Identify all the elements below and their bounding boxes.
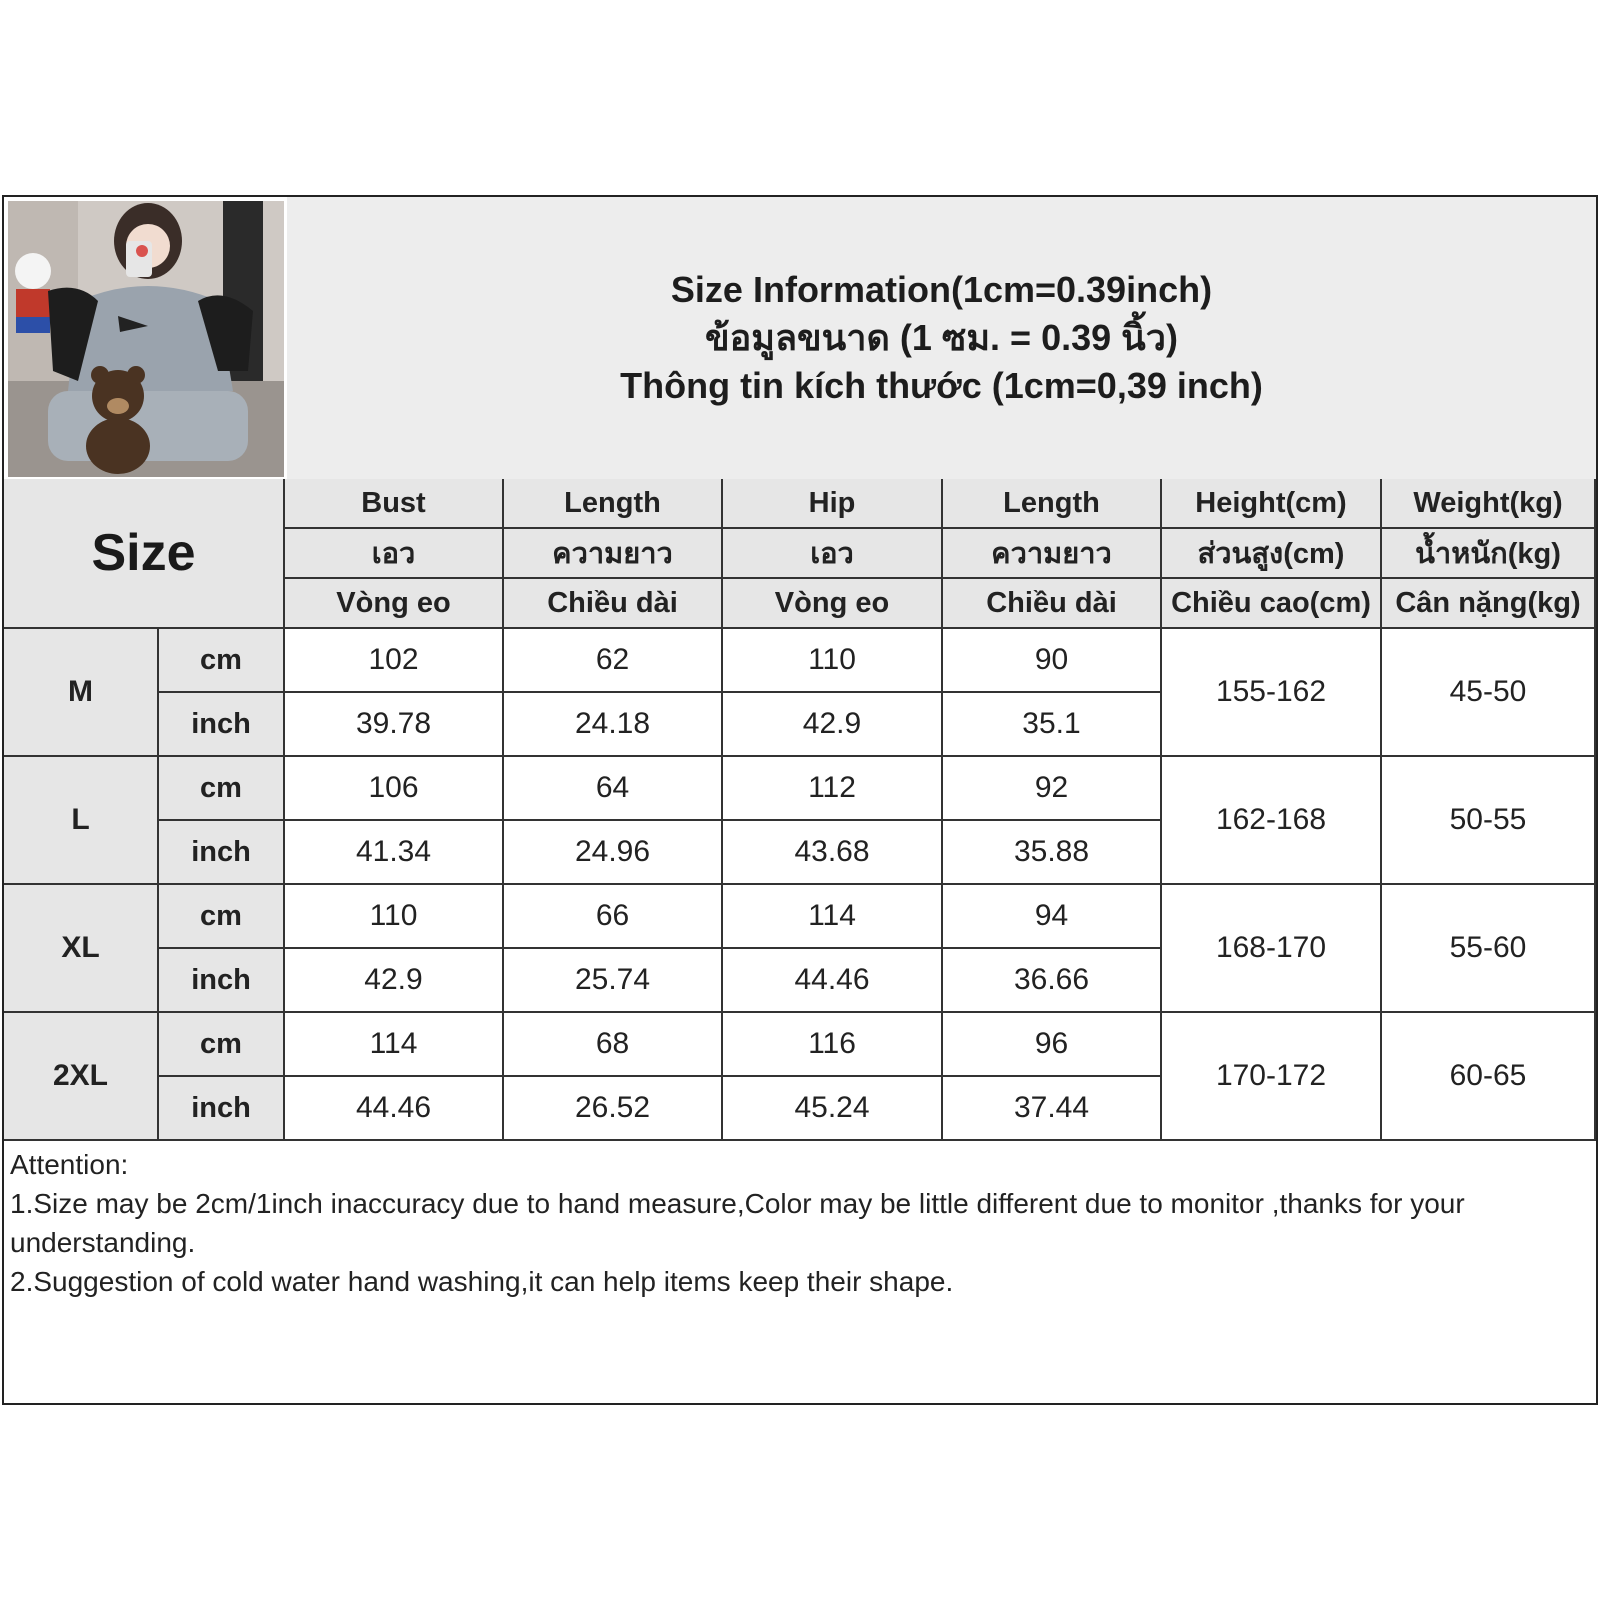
weight-cell-xl: 55-60 [1382,885,1596,1013]
unit-inch-m: inch [159,693,285,757]
header-en-height: Height(cm) [1162,479,1382,529]
weight-cell-m: 45-50 [1382,629,1596,757]
header-th-bust: เอว [285,529,504,579]
value-cell: 26.52 [504,1077,723,1141]
attention-notes [4,1141,1596,1393]
value-cell: 90 [943,629,1162,693]
value-cell: 102 [285,629,504,693]
title-english: Size Information(1cm=0.39inch) [670,269,1213,310]
size-header-label: Size [91,524,196,582]
header-th-weight: น้ำหนัก(kg) [1382,529,1596,579]
header-en-length: Length [504,479,723,529]
unit-cm-l: cm [159,757,285,821]
header-vi-height: Chiều cao(cm) [1162,579,1382,629]
value-cell: 35.88 [943,821,1162,885]
header-en-weight: Weight(kg) [1382,479,1596,529]
unit-inch-l: inch [159,821,285,885]
header-th-length-2: ความยาว [943,529,1162,579]
value-cell: 44.46 [723,949,943,1013]
value-cell: 62 [504,629,723,693]
header-th-height: ส่วนสูง(cm) [1162,529,1382,579]
value-cell: 42.9 [285,949,504,1013]
value-cell: 66 [504,885,723,949]
height-cell-2xl: 170-172 [1162,1013,1382,1141]
value-cell: 24.96 [504,821,723,885]
unit-inch-2xl: inch [159,1077,285,1141]
title-box [287,197,1596,479]
height-cell-m: 155-162 [1162,629,1382,757]
header-vi-length-2: Chiều dài [943,579,1162,629]
header-vi-weight: Cân nặng(kg) [1382,579,1596,629]
value-cell: 25.74 [504,949,723,1013]
weight-cell-2xl: 60-65 [1382,1013,1596,1141]
size-cell-l: L [4,757,159,885]
value-cell: 114 [723,885,943,949]
value-cell: 24.18 [504,693,723,757]
value-cell: 43.68 [723,821,943,885]
unit-cm-2xl: cm [159,1013,285,1077]
product-photo [8,201,284,477]
value-cell: 35.1 [943,693,1162,757]
value-cell: 96 [943,1013,1162,1077]
size-chart [2,195,1598,1405]
value-cell: 92 [943,757,1162,821]
value-cell: 110 [285,885,504,949]
value-cell: 45.24 [723,1077,943,1141]
value-cell: 106 [285,757,504,821]
size-cell-m: M [4,629,159,757]
size-cell-xl: XL [4,885,159,1013]
size-header-cell [4,479,285,629]
value-cell: 64 [504,757,723,821]
value-cell: 110 [723,629,943,693]
title-thai: ข้อมูลขนาด (1 ซม. = 0.39 นิ้ว) [705,317,1178,358]
size-cell-2xl: 2XL [4,1013,159,1141]
height-cell-xl: 168-170 [1162,885,1382,1013]
value-cell: 36.66 [943,949,1162,1013]
header-th-hip: เอว [723,529,943,579]
notes-item-2: 2.Suggestion of cold water hand washing,it can help items keep their shape. [10,1266,954,1297]
value-cell: 116 [723,1013,943,1077]
header-th-length: ความยาว [504,529,723,579]
header-en-length-2: Length [943,479,1162,529]
header-vi-hip: Vòng eo [723,579,943,629]
notes-item-1: 1.Size may be 2cm/1inch inaccuracy due to hand measure,Color may be little different due to monitor ,thanks for your understanding. [10,1188,1465,1258]
value-cell: 37.44 [943,1077,1162,1141]
header-en-hip: Hip [723,479,943,529]
header-vi-bust: Vòng eo [285,579,504,629]
header-vi-length: Chiều dài [504,579,723,629]
value-cell: 68 [504,1013,723,1077]
value-cell: 42.9 [723,693,943,757]
value-cell: 41.34 [285,821,504,885]
unit-cm-m: cm [159,629,285,693]
header-en-bust: Bust [285,479,504,529]
value-cell: 114 [285,1013,504,1077]
weight-cell-l: 50-55 [1382,757,1596,885]
unit-inch-xl: inch [159,949,285,1013]
unit-cm-xl: cm [159,885,285,949]
value-cell: 94 [943,885,1162,949]
value-cell: 112 [723,757,943,821]
product-photo-image [8,201,284,477]
value-cell: 44.46 [285,1077,504,1141]
height-cell-l: 162-168 [1162,757,1382,885]
notes-heading: Attention: [10,1149,129,1180]
value-cell: 39.78 [285,693,504,757]
title-vietnamese: Thông tin kích thước (1cm=0,39 inch) [620,365,1263,406]
